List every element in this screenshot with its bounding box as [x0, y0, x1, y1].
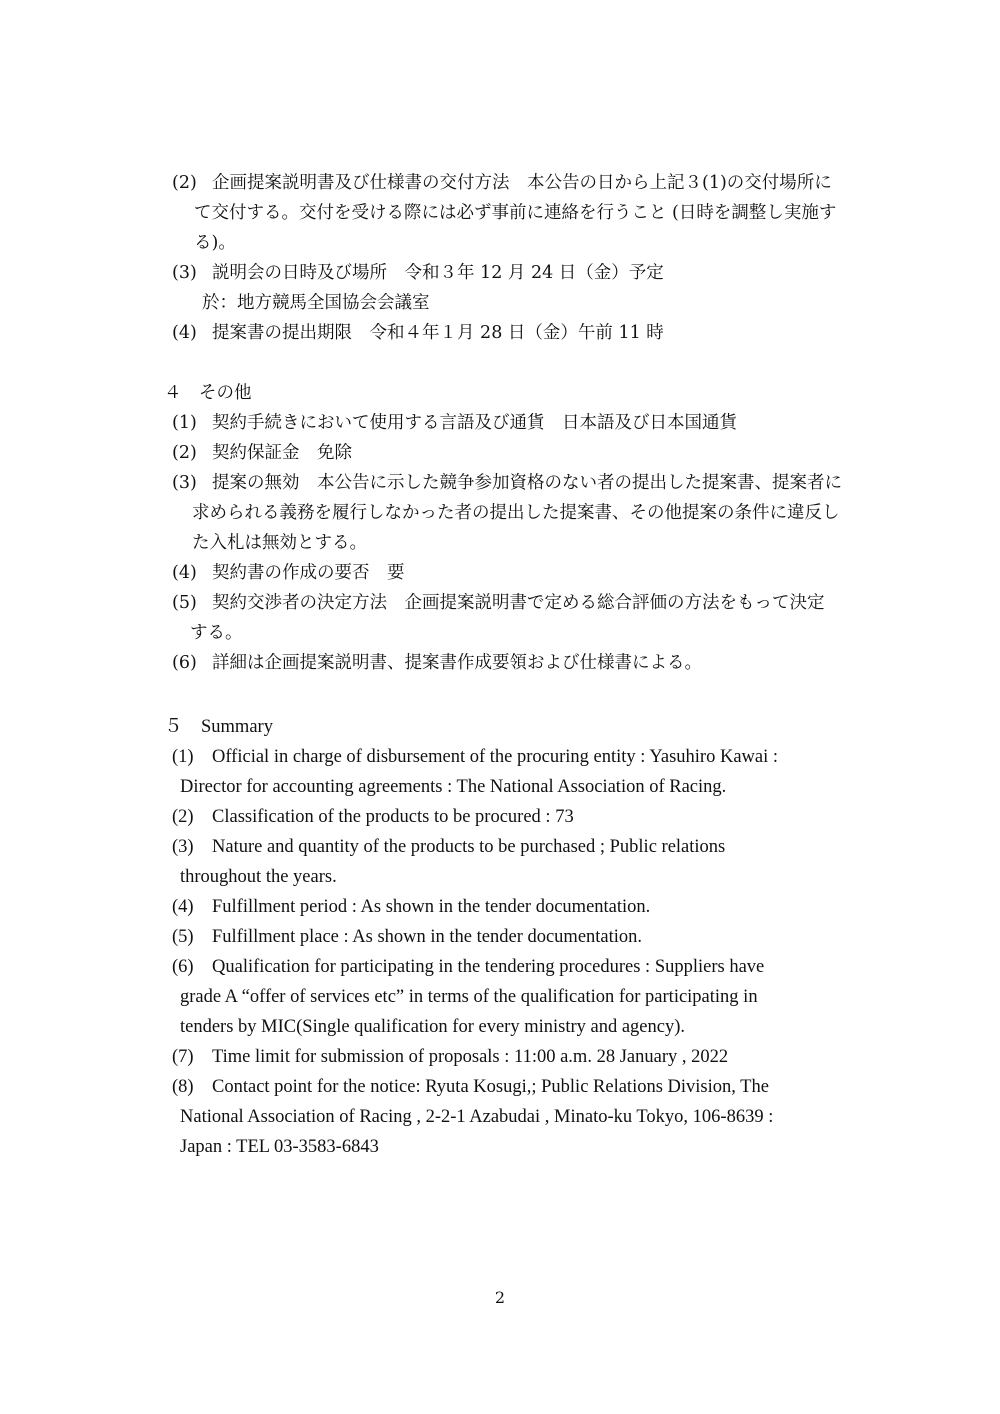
item-number: (3) [172, 837, 194, 857]
list-item-5-8 [164, 1072, 884, 1102]
item-number: (4) [172, 323, 197, 343]
list-item-4-2 [164, 438, 884, 468]
item-text-line: Qualification for participating in the tendering procedures : Suppliers have [212, 957, 765, 977]
list-item-3-3 [164, 258, 884, 288]
list-item-3-2 [164, 168, 884, 198]
item-text-line: grade A “offer of services etc” in terms of the qualification for participating in [180, 987, 758, 1007]
item-text-line: tenders by MIC(Single qualification for every ministry and agency). [180, 1017, 686, 1037]
item-text-line: 求められる義務を履行しなかった者の提出した提案書、その他提案の条件に違反し [192, 503, 840, 523]
list-item-4-3 [164, 468, 884, 498]
item-text-line: 提案の無効 本公告に示した競争参加資格のない者の提出した提案書、提案者に [212, 473, 842, 493]
item-text-line: 於：地方競馬全国協会会議室 [202, 293, 430, 313]
list-item-5-5 [164, 922, 884, 952]
item-text-line: 詳細は企画提案説明書、提案書作成要領および仕様書による。 [212, 653, 702, 673]
item-text-line: Nature and quantity of the products to be purchased ; Public relations [212, 837, 726, 857]
item-text-line: throughout the years. [180, 867, 337, 887]
item-text-line: る)。 [194, 233, 236, 253]
item-number: (5) [172, 593, 197, 613]
list-item-5-6 [164, 952, 884, 982]
item-number: (3) [172, 263, 197, 283]
list-item-3-4 [164, 318, 884, 348]
item-number: (2) [172, 807, 194, 827]
item-text-line: 企画提案説明書及び仕様書の交付方法 本公告の日から上記３(1)の交付場所に [212, 173, 832, 193]
section-3-continued [164, 168, 884, 348]
item-text-line: 契約交渉者の決定方法 企画提案説明書で定める総合評価の方法をもって決定 [212, 593, 825, 613]
item-text-line: Contact point for the notice: Ryuta Kosugi,; Public Relations Division, The [212, 1077, 769, 1097]
item-text-line: Fulfillment period : As shown in the tender documentation. [212, 897, 651, 917]
item-text-line: た入札は無効とする。 [192, 533, 367, 553]
item-number: (8) [172, 1077, 194, 1097]
item-number: (4) [172, 897, 194, 917]
list-item-4-4 [164, 558, 884, 588]
list-item-4-6 [164, 648, 884, 678]
section-heading: ４ その他 [164, 383, 252, 403]
item-number: (2) [172, 443, 197, 463]
section-heading: ５ Summary [164, 717, 273, 737]
list-item-4-5 [164, 588, 884, 618]
item-number: (3) [172, 473, 197, 493]
list-item-5-1 [164, 742, 884, 772]
item-text-line: Classification of the products to be procured : 73 [212, 807, 574, 827]
item-text-line: Japan : TEL 03-3583-6843 [180, 1137, 379, 1157]
item-text-line: 説明会の日時及び場所 令和３年 12 月 24 日（金）予定 [212, 263, 664, 283]
list-item-5-2 [164, 802, 884, 832]
item-text-line: 提案書の提出期限 令和４年１月 28 日（金）午前 11 時 [212, 323, 664, 343]
item-text-line: Fulfillment place : As shown in the tender documentation. [212, 927, 643, 947]
item-number: (4) [172, 563, 197, 583]
item-text-line: National Association of Racing , 2-2-1 Azabudai , Minato-ku Tokyo, 106-8639 : [180, 1107, 774, 1127]
page-number: 2 [494, 1288, 506, 1307]
item-text-line: Director for accounting agreements : The National Association of Racing. [180, 777, 727, 797]
list-item-4-1 [164, 408, 884, 438]
item-number: (6) [172, 653, 197, 673]
item-text-line: Official in charge of disbursement of the procuring entity : Yasuhiro Kawai : [212, 747, 779, 767]
item-text-line: 契約手続きにおいて使用する言語及び通貨 日本語及び日本国通貨 [212, 413, 737, 433]
item-number: (5) [172, 927, 194, 947]
item-text-line: Time limit for submission of proposals : 11:00 a.m. 28 January , 2022 [212, 1047, 729, 1067]
item-text-line: 契約保証金 免除 [212, 443, 352, 463]
list-item-5-3 [164, 832, 884, 862]
section-5-summary [164, 712, 884, 1162]
item-text-line: て交付する。交付を受ける際には必ず事前に連絡を行うこと (日時を調整し実施す [194, 203, 837, 223]
item-number: (7) [172, 1047, 194, 1067]
section-4 [164, 378, 884, 678]
item-number: (1) [172, 747, 194, 767]
list-item-5-4 [164, 892, 884, 922]
item-text-line: 契約書の作成の要否 要 [212, 563, 405, 583]
item-number: (2) [172, 173, 197, 193]
item-text-line: する。 [190, 623, 243, 643]
item-number: (1) [172, 413, 197, 433]
item-number: (6) [172, 957, 194, 977]
list-item-5-7 [164, 1042, 884, 1072]
